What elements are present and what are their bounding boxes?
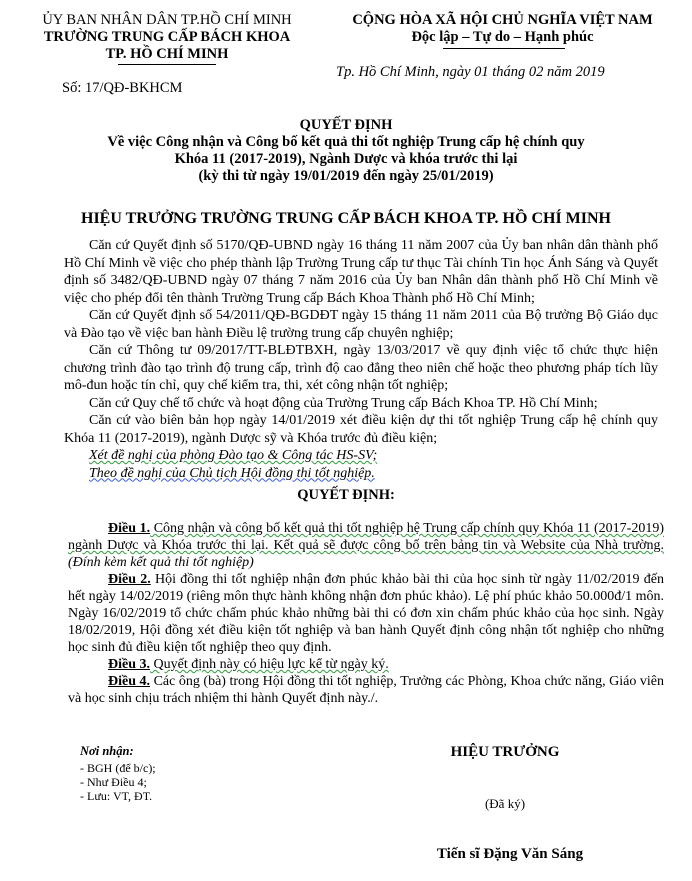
legal-basis-item: Căn cứ Quyết định số 54/2011/QĐ-BGDĐT ngày 15 tháng 11 năm 2011 của Bộ trưởng Bộ Giáo dục và Đào tạo về việc ban hành Điều lệ trường trung cấp chuyên nghiệp; (64, 308, 658, 341)
header-left (22, 12, 312, 63)
decision-subject-3: (kỳ thi từ ngày 19/01/2019 đến ngày 25/01/2019) (198, 168, 494, 184)
document-date: Tp. Hồ Chí Minh, ngày 01 tháng 02 năm 2019 (336, 64, 605, 80)
country-name: CỘNG HÒA XÃ HỘI CHỦ NGHĨA VIỆT NAM (352, 12, 653, 28)
decides-heading: QUYẾT ĐỊNH: (297, 487, 395, 503)
header-right (330, 12, 675, 46)
decision-subject-2: Khóa 11 (2017-2019), Ngành Dược và khóa trước thi lại (174, 151, 518, 167)
school-name: TRƯỜNG TRUNG CẤP BÁCH KHOA (43, 29, 291, 45)
article-1: Điều 1. Công nhận và công bố kết quả thi tốt nghiệp hệ Trung cấp chính quy Khóa 11 (2017-2019) ngành Dược và Khóa trước thi lại. Kết quả sẽ được công bố trên bảng tin và Website của Nhà trường. (Đính kèm kết quả thi tốt nghiệp) (68, 521, 664, 570)
legal-basis-item: Căn cứ Thông tư 09/2017/TT-BLĐTBXH, ngày 13/03/2017 về quy định việc tổ chức thực hiện chương trình đào tạo trình độ trung cấp, trình độ cao đẳng theo niên chế hoặc theo phương pháp tích lũy mô-đun hoặc tín chỉ, quy chế kiểm tra, thi, xét công nhận tốt nghiệp; (64, 343, 658, 393)
signer-title: HIỆU TRƯỞNG (450, 744, 560, 760)
article-2: Điều 2. Hội đồng thi tốt nghiệp nhận đơn phúc khảo bài thi của học sinh từ ngày 11/02/2019 đến hết ngày 14/02/2019 (riêng môn thực hành không nhận đơn phúc khảo). Lệ phí phúc khảo 50.000đ/1 môn. Ngày 16/02/2019 tổ chức chấm phúc khảo những bài thi có đơn xin chấm phúc khảo của học sinh. Ngày 18/02/2019, Hội đồng xét điều kiện tốt nghiệp và ban hành Quyết định công nhận tốt nghiệp cho những học sinh đủ điều kiện tốt nghiệp theo quy định. (68, 572, 665, 655)
recipient-item: - Lưu: VT, ĐT. (80, 789, 153, 803)
legal-basis-item: Căn cứ Quy chế tổ chức và hoạt động của Trường Trung cấp Bách Khoa TP. Hồ Chí Minh; (89, 395, 598, 411)
legal-basis-item: Căn cứ Quyết định số 5170/QĐ-UBND ngày 16 tháng 11 năm 2007 của Ủy ban nhân dân thành phố Hồ Chí Minh về việc cho phép thành lập Trường Trung cấp tư thục Tài chính Tin học Ánh Sáng và Quyết định số 3482/QĐ-UBND ngày 07 tháng 7 năm 2016 của Ủy ban Nhân dân thành phố Hồ Chí Minh về việc cho phép đổi tên thành Trường Trung cấp Bách Khoa Thành phố Hồ Chí Minh; (64, 238, 658, 306)
council-proposal-line: Theo đề nghị của Chủ tịch Hội đồng thi tốt nghiệp. (89, 465, 375, 481)
agency-name: ỦY BAN NHÂN DÂN TP.HỒ CHÍ MINH (42, 12, 292, 28)
recipient-item: - BGH (để b/c); (80, 761, 156, 775)
article-3: Điều 3. Quyết định này có hiệu lực kể từ ngày ký. (108, 657, 389, 672)
motto: Độc lập – Tự do – Hạnh phúc (411, 29, 594, 45)
proposal-line: Xét đề nghị của phòng Đào tạo & Công tác HS-SV; (89, 448, 378, 463)
header-left-rule (118, 64, 216, 65)
school-city: TP. HỒ CHÍ MINH (105, 46, 229, 62)
decision-title-block (0, 117, 692, 185)
legal-basis-item: Căn cứ vào biên bản họp ngày 14/01/2019 xét điều kiện dự thi tốt nghiệp Trung cấp hệ chính quy Khóa 11 (2017-2019), ngành Dược sỹ và Khóa trước đủ điều kiện; (64, 413, 658, 446)
decision-title: QUYẾT ĐỊNH (299, 117, 393, 133)
article-4: Điều 4. Các ông (bà) trong Hội đồng thi tốt nghiệp, Trưởng các Phòng, Khoa chức năng, Giáo viên và học sinh chịu trách nhiệm thi hành Quyết định này./. (68, 674, 665, 706)
recipients-heading: Nơi nhận: (80, 744, 134, 758)
recipients (80, 744, 156, 803)
recipient-item: - Như Điều 4; (80, 775, 147, 789)
decision-subject-1: Về việc Công nhận và Công bố kết quả thi tốt nghiệp Trung cấp hệ chính quy (107, 134, 585, 150)
signer-name: Tiến sĩ Đặng Văn Sáng (436, 846, 584, 862)
authority-heading: HIỆU TRƯỞNG TRƯỜNG TRUNG CẤP BÁCH KHOA TP. HỒ CHÍ MINH (81, 210, 611, 227)
signed-note: (Đã ký) (484, 796, 526, 811)
articles (0, 520, 692, 707)
legal-basis (0, 237, 692, 482)
header-right-rule (443, 48, 565, 49)
document-number: Số: 17/QĐ-BKHCM (62, 80, 183, 96)
